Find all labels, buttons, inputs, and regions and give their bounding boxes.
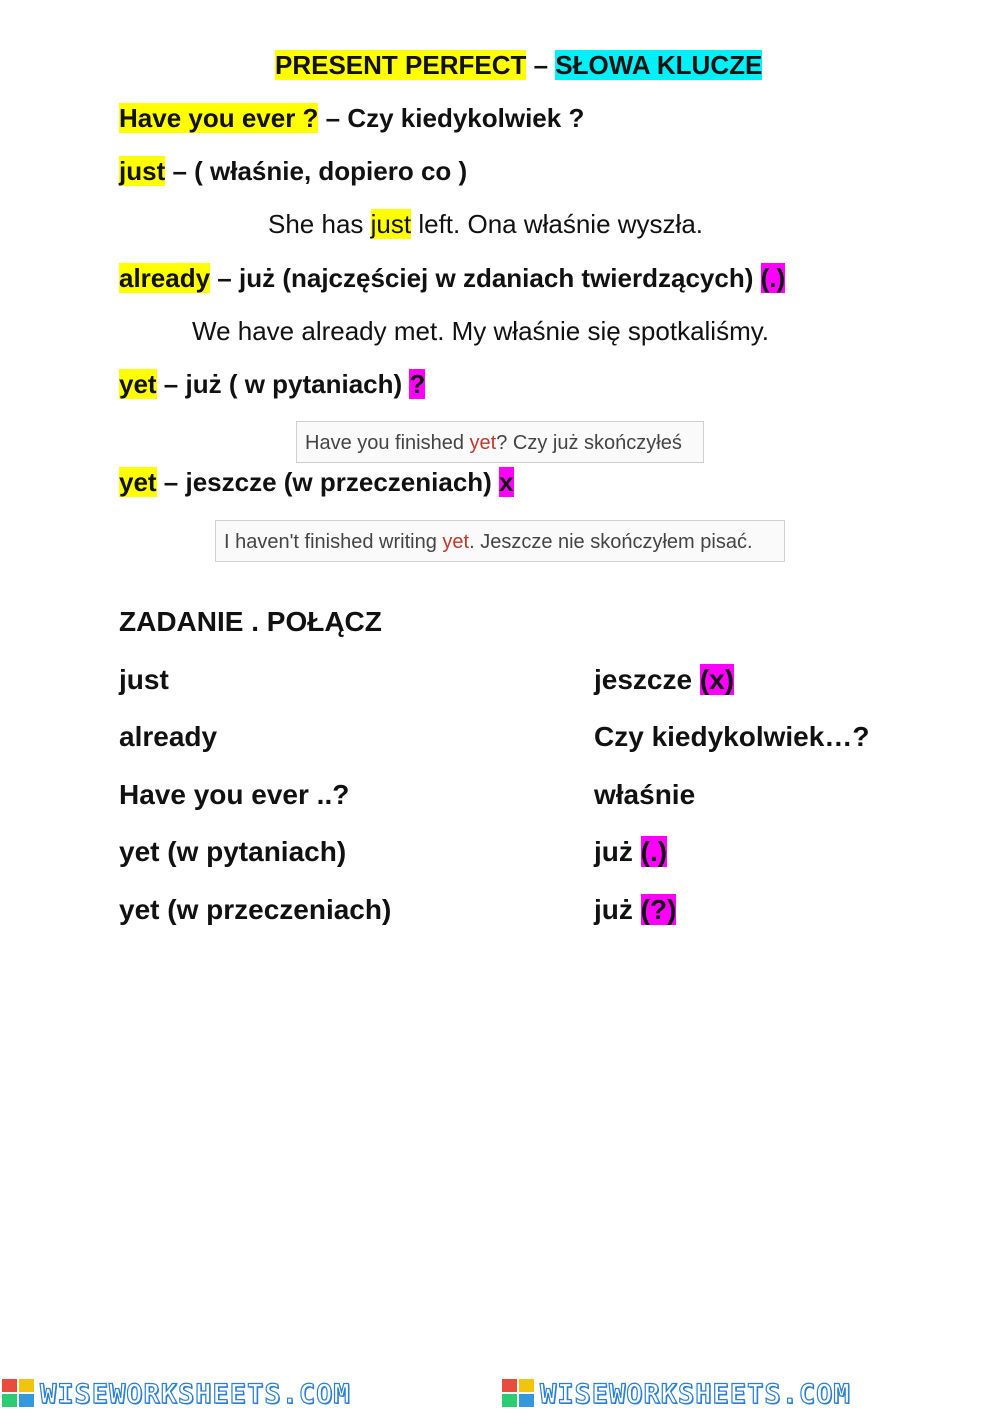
task-right-mark: (x) (699, 664, 735, 695)
rule-text: – ( właśnie, dopiero co ) (165, 156, 468, 186)
footer-logo[interactable] (500, 1379, 1000, 1410)
task-right-text: już (594, 894, 641, 925)
rule-text: – już ( w pytaniach) (156, 369, 410, 399)
rule-ever (119, 103, 584, 134)
rule-key: yet (119, 467, 157, 497)
footer-logo[interactable] (0, 1379, 500, 1410)
example-key: yet (442, 531, 470, 553)
task-left-item[interactable]: just (119, 664, 169, 695)
footer-brand-text: WISEWORKSHEETS.COM (40, 1378, 351, 1410)
rule-key: just (119, 156, 166, 186)
title-part2: SŁOWA KLUCZE (555, 50, 763, 80)
example-box-yet-question (296, 421, 704, 463)
footer-brand-text: WISEWORKSHEETS.COM (540, 1378, 851, 1410)
rule-text: – Czy kiedykolwiek ? (318, 103, 585, 133)
example-pre: I haven't finished writing (224, 531, 443, 553)
task-left-item[interactable]: yet (w pytaniach) (119, 836, 347, 867)
wiseworksheets-logo-icon (502, 1379, 536, 1409)
rule-already (119, 263, 785, 294)
rule-key: yet (119, 369, 157, 399)
example-box-yet-negative (215, 520, 785, 562)
footer-brand-bar (0, 1375, 1000, 1413)
task-right-mark: (.) (640, 836, 668, 867)
task-right-item[interactable] (594, 664, 734, 696)
rule-yet-negatives (119, 467, 514, 498)
example-post: left. Ona właśnie wyszła. (411, 209, 703, 239)
task-right-text: już (594, 836, 641, 867)
task-left-item[interactable]: Have you ever ..? (119, 779, 350, 810)
rule-key: already (119, 263, 211, 293)
example-post: ? Czy już skończyłeś (496, 432, 682, 454)
example-already: We have already met. My właśnie się spotkaliśmy. (192, 316, 770, 346)
rule-text: – jeszcze (w przeczeniach) (156, 467, 500, 497)
rule-mark: x (499, 467, 514, 497)
task-right-item[interactable] (594, 836, 667, 868)
example-pre: Have you finished (305, 432, 470, 454)
task-right-item[interactable] (594, 721, 869, 753)
task-right-text: Czy kiedykolwiek…? (594, 721, 870, 752)
example-key: just (370, 209, 412, 239)
rule-mark: ? (409, 369, 426, 399)
title-part1: PRESENT PERFECT (275, 50, 527, 80)
rule-mark: (.) (760, 263, 786, 293)
rule-key: Have you ever ? (119, 103, 319, 133)
task-right-text: jeszcze (594, 664, 700, 695)
page-title (275, 50, 762, 81)
task-left-item[interactable]: yet (w przeczeniach) (119, 894, 392, 925)
task-right-item[interactable] (594, 894, 676, 926)
rule-text: – już (najczęściej w zdaniach twierdzących) (210, 263, 761, 293)
example-just (268, 209, 703, 240)
rule-just (119, 156, 467, 187)
example-post: . Jeszcze nie skończyłem pisać. (469, 531, 753, 553)
task-right-text: właśnie (594, 779, 696, 810)
title-dash: – (526, 50, 556, 80)
task-right-item[interactable] (594, 779, 695, 811)
task-heading: ZADANIE . POŁĄCZ (119, 606, 382, 637)
task-right-mark: (?) (640, 894, 677, 925)
rule-yet-questions (119, 369, 425, 400)
wiseworksheets-logo-icon (2, 1379, 36, 1409)
task-left-item[interactable]: already (119, 721, 218, 752)
example-key: yet (469, 432, 497, 454)
example-pre: She has (268, 209, 371, 239)
